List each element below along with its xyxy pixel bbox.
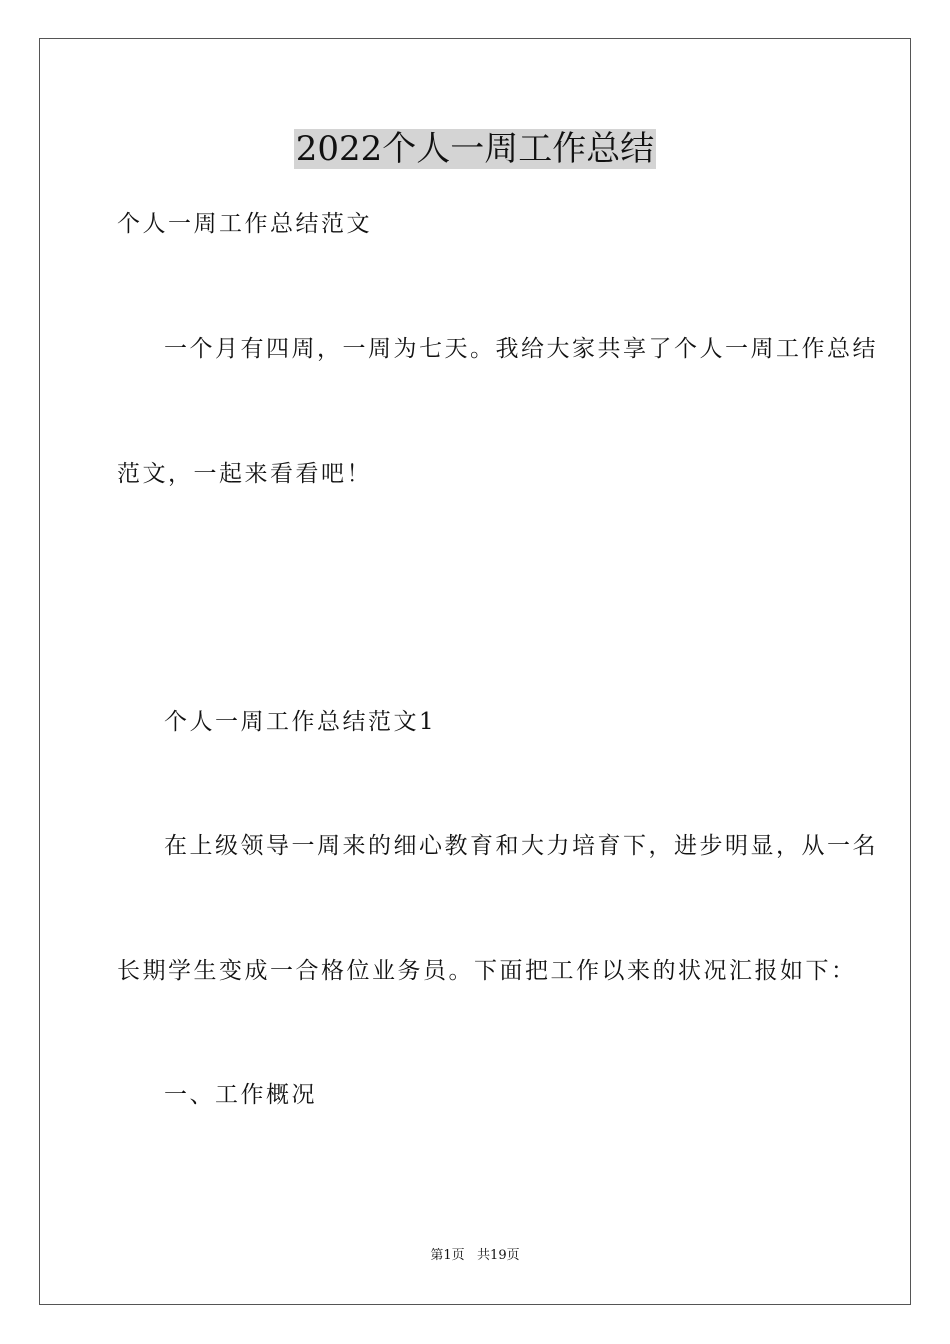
subtitle-line: 个人一周工作总结范文 <box>117 211 372 237</box>
document-title <box>0 126 950 172</box>
document-title-text: 2022个人一周工作总结 <box>295 129 655 169</box>
page-footer: 第1页 共19页 <box>430 1248 520 1263</box>
paragraph-line: 长期学生变成一合格位业务员。下面把工作以来的状况汇报如下： <box>117 958 857 984</box>
paragraph-line: 一个月有四周，一周为七天。我给大家共享了个人一周工作总结 <box>164 336 878 362</box>
section-heading: 个人一周工作总结范文1 <box>164 709 437 735</box>
paragraph-line: 范文，一起来看看吧！ <box>117 461 372 487</box>
paragraph-line: 在上级领导一周来的细心教育和大力培育下，进步明显，从一名 <box>164 833 878 859</box>
subsection-heading: 一、工作概况 <box>164 1082 317 1108</box>
